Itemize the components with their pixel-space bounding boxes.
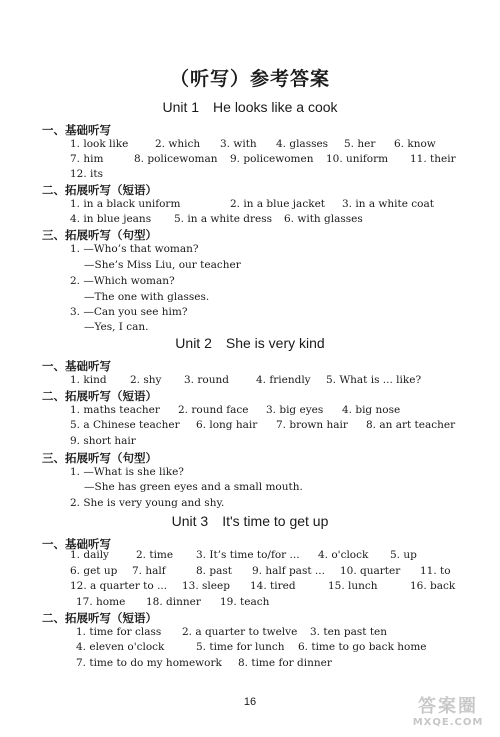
answer-item: 2. which <box>155 138 201 150</box>
answer-item: 2. round face <box>178 404 249 416</box>
answer-item: 11. to <box>420 565 451 577</box>
answer-item: 15. lunch <box>328 580 378 592</box>
answer-item: 5. a Chinese teacher <box>70 419 180 431</box>
section-heading: 三、拓展听写（句型） <box>42 228 157 242</box>
answer-item: 6. get up <box>70 565 118 577</box>
answer-item: 11. their <box>410 153 456 165</box>
answer-item: 17. home <box>76 596 126 608</box>
answer-item: 1. maths teacher <box>70 404 160 416</box>
answer-item: 3. ten past ten <box>310 626 388 638</box>
answer-item: 12. a quarter to ... <box>70 580 168 592</box>
unit-number: Unit 2 <box>175 335 212 351</box>
answer-item: 5. her <box>344 138 376 150</box>
answer-item: 3. —Can you see him? <box>70 306 188 318</box>
answer-item: 9. policewomen <box>230 153 314 165</box>
page-title: （听写）参考答案 <box>169 68 330 90</box>
answer-item: 2. in a blue jacket <box>230 198 325 210</box>
answer-item: 6. time to go back home <box>298 641 427 653</box>
answer-item: 3. It’s time to/for ... <box>196 549 300 561</box>
answer-item: 5. up <box>390 549 417 561</box>
answer-item: 5. time for lunch <box>196 641 285 653</box>
unit-2-heading <box>0 335 500 351</box>
unit-name: It's time to get up <box>222 513 329 529</box>
section-heading: 二、拓展听写（短语） <box>42 611 157 625</box>
answer-item: 1. —What is she like? <box>70 466 184 478</box>
unit-3-heading <box>0 513 500 529</box>
section-heading: 一、基础听写 <box>42 537 111 551</box>
answer-item: 3. with <box>220 138 257 150</box>
watermark-url: MXQE.COM <box>412 717 484 728</box>
answer-item: 4. friendly <box>256 374 311 386</box>
answer-item: 4. big nose <box>342 404 401 416</box>
section-heading: 一、基础听写 <box>42 123 111 137</box>
unit-number: Unit 3 <box>171 513 209 529</box>
answer-item: 3. in a white coat <box>342 198 434 210</box>
answer-item: 16. back <box>410 580 456 592</box>
answer-item: 12. its <box>70 168 104 180</box>
answer-item: 4. glasses <box>276 138 329 150</box>
answer-item: 1. time for class <box>76 626 162 638</box>
section-heading: 二、拓展听写（短语） <box>42 183 157 197</box>
section-heading: 二、拓展听写（短语） <box>42 389 157 403</box>
answer-item: 8. policewoman <box>134 153 218 165</box>
answer-item: 9. short hair <box>70 435 136 447</box>
answer-item: 18. dinner <box>146 596 201 608</box>
answer-item: 1. in a black uniform <box>70 198 181 210</box>
answer-item: 2. shy <box>130 374 162 386</box>
answer-item: 9. half past ... <box>252 565 325 577</box>
answer-item: 1. —Who’s that woman? <box>70 243 199 255</box>
answer-item: 1. daily <box>70 549 109 561</box>
answer-item: 6. long hair <box>196 419 258 431</box>
answer-item: 1. look like <box>70 138 129 150</box>
answer-item: 7. time to do my homework <box>76 657 222 669</box>
answer-item: 4. eleven o'clock <box>76 641 165 653</box>
answer-item: 7. him <box>70 153 104 165</box>
answer-item: 10. quarter <box>340 565 401 577</box>
answer-item: 14. tired <box>250 580 296 592</box>
answer-item: 7. brown hair <box>276 419 348 431</box>
answer-item: 2. a quarter to twelve <box>182 626 298 638</box>
answer-item: 4. o'clock <box>318 549 369 561</box>
watermark-text: 答案圈 <box>418 696 478 717</box>
answer-item: —Yes, I can. <box>84 321 149 333</box>
unit-1-heading <box>0 99 500 115</box>
unit-number: Unit 1 <box>162 99 200 115</box>
answer-item: 4. in blue jeans <box>70 213 152 225</box>
answer-item: 3. big eyes <box>266 404 324 416</box>
section-heading: 一、基础听写 <box>42 359 111 373</box>
answer-item: 8. time for dinner <box>238 657 332 669</box>
answer-item: —She has green eyes and a small mouth. <box>84 481 303 493</box>
answer-item: 1. kind <box>70 374 107 386</box>
answer-item: —The one with glasses. <box>84 291 210 303</box>
answer-item: —She’s Miss Liu, our teacher <box>84 259 241 271</box>
answer-item: 2. time <box>136 549 174 561</box>
answer-item: 19. teach <box>220 596 270 608</box>
answer-item: 6. with glasses <box>284 213 363 225</box>
answer-item: 8. an art teacher <box>366 419 456 431</box>
answer-item: 7. half <box>132 565 166 577</box>
answer-item: 8. past <box>196 565 232 577</box>
answer-item: 5. What is ... like? <box>326 374 422 386</box>
answer-item: 2. She is very young and shy. <box>70 497 225 509</box>
watermark-logo <box>402 697 494 731</box>
answer-item: 2. —Which woman? <box>70 275 175 287</box>
answer-item: 3. round <box>184 374 229 386</box>
unit-name: He looks like a cook <box>213 99 338 115</box>
page-number: 16 <box>243 696 257 708</box>
answer-item: 13. sleep <box>182 580 230 592</box>
unit-name: She is very kind <box>225 335 325 351</box>
answer-item: 10. uniform <box>326 153 389 165</box>
answer-item: 5. in a white dress <box>174 213 273 225</box>
section-heading: 三、拓展听写（句型） <box>42 451 157 465</box>
answer-item: 6. know <box>394 138 436 150</box>
